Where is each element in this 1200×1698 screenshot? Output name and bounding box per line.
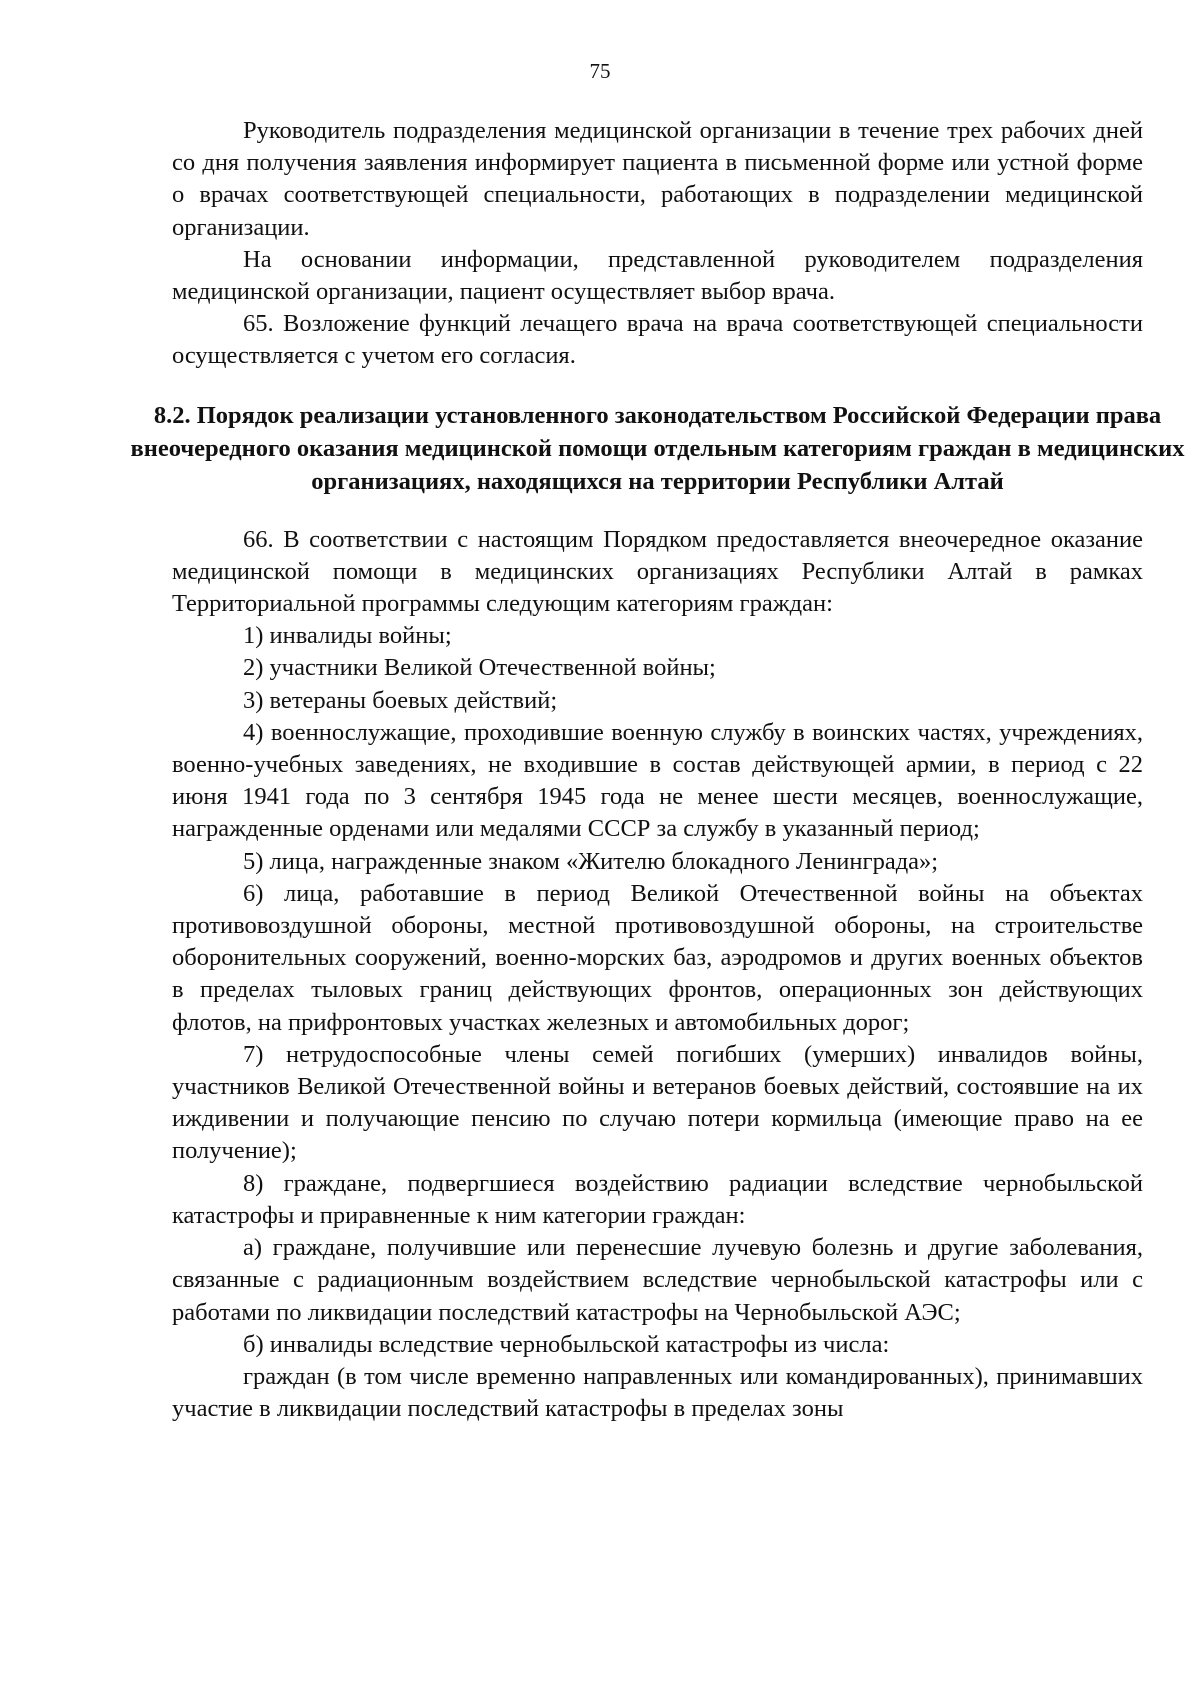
list-item-7: 7) нетрудоспособные члены семей погибших (умерших) инвалидов войны, участников Великой Отечественной войны и ветеранов боевых действий, состоявшие на их иждивении и получающие пенсию по случаю потери кормильца (имеющие право на ее получение); <box>172 1040 1143 1165</box>
spacer <box>172 373 1143 399</box>
paragraph-citizens-liquidation: граждан (в том числе временно направленных или командированных), принимавших участие в ликвидации последствий катастрофы в пределах зоны <box>172 1362 1143 1423</box>
paragraph-department-head: Руководитель подразделения медицинской организации в течение трех рабочих дней со дня получения заявления информирует пациента в письменной форме или устной форме о врачах соответствующей специальности, работающих в подразделении медицинской организации. <box>172 117 1143 241</box>
list-item-8a: а) граждане, получившие или перенесшие лучевую болезнь и другие заболевания, связанные с радиационным воздействием вследствие чернобыльской катастрофы или с работами по ликвидации последствий катастрофы на Чернобыльской АЭС; <box>172 1234 1143 1326</box>
list-item-5: 5) лица, награжденные знаком «Жителю блокадного Ленинграда»; <box>243 847 939 875</box>
paragraph-66: 66. В соответствии с настоящим Порядком предоставляется внеочередное оказание медицинской помощи в медицинских организациях Республики Алтай в рамках Территориальной программы следующим категориям граждан: <box>172 525 1143 618</box>
list-item-1: 1) инвалиды войны; <box>243 622 452 650</box>
list-item-8b: б) инвалиды вследствие чернобыльской катастрофы из числа: <box>243 1330 890 1358</box>
page-number: 75 <box>589 59 611 83</box>
paragraph-doctor-choice: На основании информации, представленной руководителем подразделения медицинской организации, пациент осуществляет выбор врача. <box>172 245 1143 306</box>
paragraph-65: 65. Возложение функций лечащего врача на врача соответствующей специальности осуществляется с учетом его согласия. <box>172 310 1143 370</box>
list-item-2: 2) участники Великой Отечественной войны; <box>243 654 716 682</box>
list-item-3: 3) ветераны боевых действий; <box>243 686 558 714</box>
list-item-6: 6) лица, работавшие в период Великой Отечественной войны на объектах противовоздушной обороны, местной противовоздушной обороны, на строительстве оборонительных сооружений, военно-морских баз, аэродромов и других военных объектов в пределах тыловых границ действующих фронтов, операционных зон действующих флотов, на прифронтовых участках железных и автомобильных дорог; <box>172 879 1143 1036</box>
spacer <box>172 498 1143 524</box>
section-heading-8-2: 8.2. Порядок реализации установленного законодательством Российской Федерации права внеочередного оказания медицинской помощи отдельным категориям граждан в медицинских организациях, находящихся на территории Республики Алтай <box>130 401 1185 495</box>
list-item-4: 4) военнослужащие, проходившие военную службу в воинских частях, учреждениях, военно-учебных заведениях, не входившие в состав действующей армии, в период с 22 июня 1941 года по 3 сентября 1945 года не менее шести месяцев, военнослужащие, награжденные орденами или медалями СССР за службу в указанный период; <box>172 718 1143 843</box>
document-body <box>130 115 1185 1425</box>
list-item-8: 8) граждане, подвергшиеся воздействию радиации вследствие чернобыльской катастрофы и приравненные к ним категории граждан: <box>172 1169 1143 1229</box>
